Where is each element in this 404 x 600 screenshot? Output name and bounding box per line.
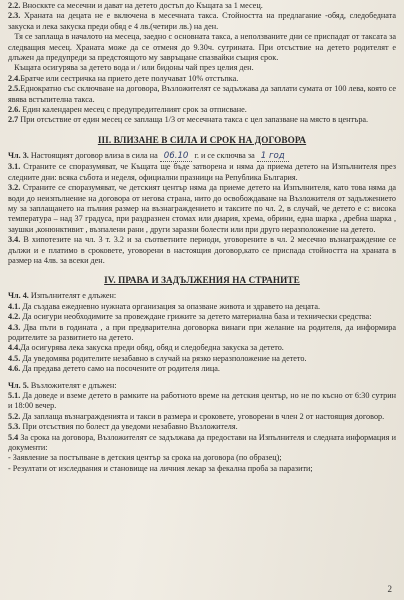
clause-2-5: 2.5.Еднократно със сключване на договора, Възложителят се задължава да заплати сумата от 100 лева, която се явява встъпителна такса. [8,84,396,104]
clause-3 [8,151,396,162]
clause-5-4-item-tests: - Резултати от изследвания и становище на личния лекар за фекална проба за паразити; [8,463,313,473]
clause-3-prefix: Чл. 3. Настоящият договор влиза в сила на [8,150,158,160]
page-number: 2 [387,584,392,594]
clause-5-2: 5.2. Да заплаща възнагражденията и такси в размера и сроковете, уговорени в член 2 от настоящия договор. [8,411,385,421]
clause-5: Чл. 5. Възложителят е длъжен: [8,380,117,390]
clause-4-1: 4.1. Да създава ежедневно нужната организация за опазване живота и здравето на децата. [8,301,321,311]
section4-body [8,291,396,374]
clause-4: Чл. 4. Изпълнителят е длъжен: [8,291,117,301]
clause-5-4: 5.4 За срока на договора, Възложителят се задължава да предостави на Изпълнителя и следната информация и документи: [8,432,396,453]
section5-body [8,381,396,475]
clause-3-4: 3.4. В хипотезите на чл. 3 т. 3.2 и за съответните периоди, уговорените в чл. 2 месечно възнаграждение се дължи и е платимо в сроковете, уговорени в настоящия договор,като се приспада стойността на храната в размер на 4лв. за всеки ден. [8,235,396,265]
clause-2-4: 2.4.Братче или сестричка на приетo дете получават 10% отстъпка. [8,73,239,83]
clause-5-3: 5.3. При отсъствия по болест да уведоми незабавно Възложителя. [8,422,238,432]
clause-5-4-item-application: - Заявление за постъпване в детския център за срока на договора (по образец); [8,453,282,463]
clause-4-5: 4.5. Да уведомява родителите незабавно в случай на рязко неразположение на детето. [8,353,307,363]
clause-4-2: 4.2. Да осигури необходимите за провеждане грижите за детето материална база и технически средства: [8,312,372,322]
clause-2-3-payment: Тя се заплаща в началото на месеца, заедно с основната такса, а неползваните дни се приспадат от таксата за следващия месец. Храната може да се отменя до 9.30ч. сутрината. При отсъствие на детето родителят е длъжен да предупреди за предстоящото му завръщане спазвайки същия срок. [8,32,396,63]
handwritten-start-date: 06.10 [160,151,193,162]
section2-tail [8,1,396,126]
clause-3-middle: г. и се сключва за [194,150,255,160]
clause-2-7: 2.7 При отсъствие от един месец се заплаща 1/3 от месечната такса с цел запазване на място в центъра. [8,115,369,125]
section3-heading: III. ВЛИЗАНЕ В СИЛА И СРОК НА ДОГОВОРА [97,134,307,145]
section4-heading: IV. ПРАВА И ЗАДЪЛЖЕНИЯ НА СТРАНИТЕ [104,275,300,286]
clause-5-1: 5.1. Да доведе и вземе детето в рамките на работното време на детския център, но не по късно от 6:30 сутрин и 18:00 вечер. [8,391,396,411]
clause-3-1: 3.1. Страните се споразумяват, че Къщата ще бъде затворена и няма да приема детето на Изпълнителя през следните дни: всяка събота и неделя, официални празници на Република България. [8,162,396,182]
clause-2-3-water: Къщата осигурява за детето вода и / или бидоны чай през целия ден. [8,63,254,73]
handwritten-term: 1 год [257,151,289,162]
clause-2-6: 2.6. Един календарен месец с предупредителният срок за отписване. [8,105,247,115]
clause-2-3: 2.3. Храната на децата не е включена в месечната такса. Стойността на предлагание -обяд, следобедната закуска и лека закуска преди обяд е 4 лв.(четири лв.) на ден. [8,11,396,31]
clause-2-2: 2.2. Вносккте са месечни и дават на детето достъп до Къщата за 1 месец. [8,1,263,10]
clause-4-6: 4.6. Да предава детето само на посочените от родителя лица. [8,364,220,374]
clause-3-2: 3.2. Страните се споразумяват, че детският център няма да приеме детето на Изпълнителя, като това няма да води до неизпълнение на договора от негова страна, нито до освобождаване на Възложителя от задължението му за заплащането на пълния размер на възнаграждението и таксите по чл. 2, в случай, че детето е с: висока температура – над 37 градуса, при раздразнен стомах или диария, хрема, обрини, една шарка , дребна шарка , заушки ,конюнктивит , възпалени рани , други заразни болести или при друго неразположение на детето. [8,183,396,234]
clause-4-4: 4.4.Да осигурява лека закуска преди обяд, обяд и следобедна закуска за детето. [8,343,284,353]
clause-4-3: 4.3. Два пъти в годината , а при предварителна договорка винаги при желание на родителя, да информира родителите за развитието на детето. [8,322,396,342]
